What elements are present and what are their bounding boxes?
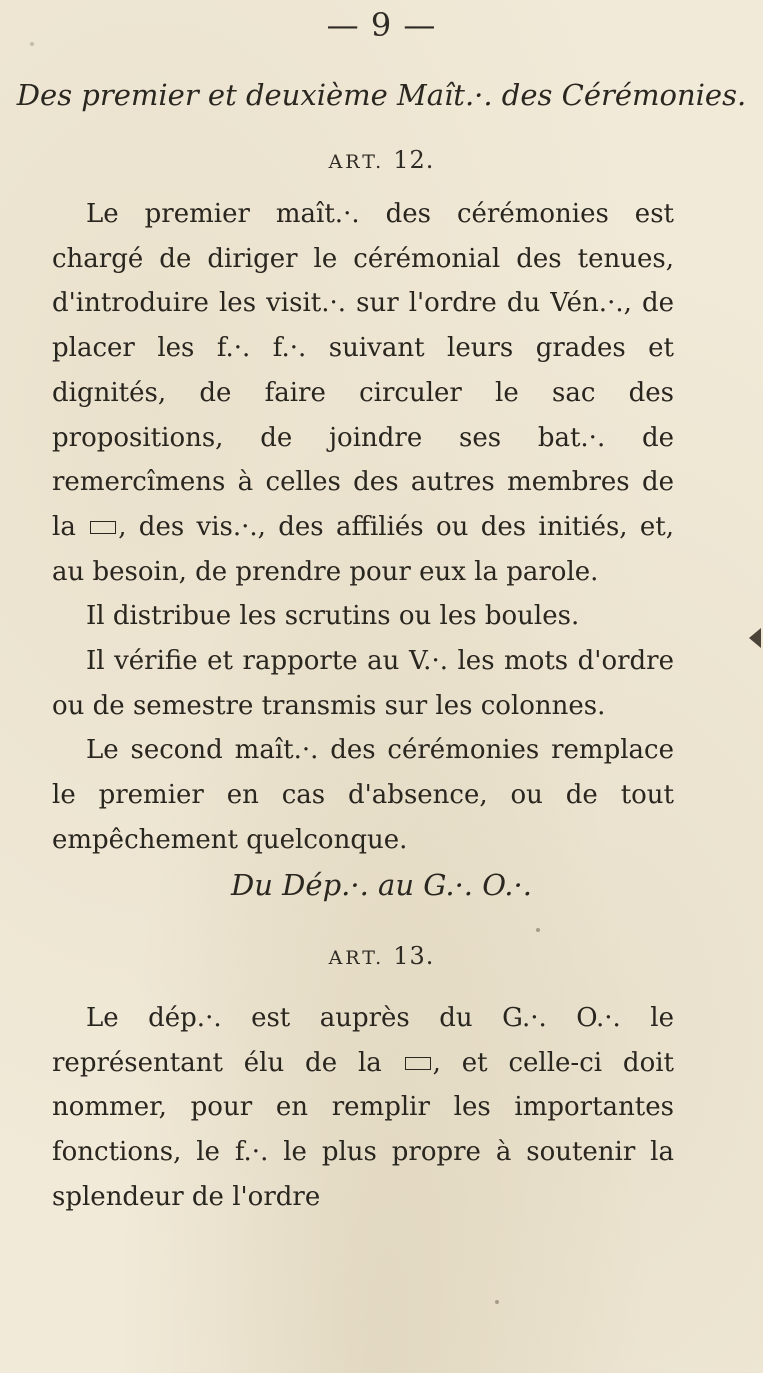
section-title-ceremonies: Des premier et deuxième Maît.·. des Cérémonies. [16, 78, 747, 112]
article-12-body [52, 192, 674, 863]
paragraph-text: , et celle-ci doit nommer, pour en remplir les importantes fonctions, le f.·. le plus propre à soutenir la splendeur de l'ordre [52, 1047, 674, 1212]
article-13-body [52, 996, 674, 1220]
page-number: — 9 — [326, 6, 437, 44]
article-number: 12. [393, 146, 435, 174]
paragraph-text: , des vis.·., des affiliés ou des initiés, et, au besoin, de prendre pour eux la parole. [52, 511, 675, 587]
article-12-paragraph-2: Il distribue les scrutins ou les boules. [86, 601, 580, 632]
paper-speck [30, 42, 34, 46]
section-title-deputy: Du Dép.·. au G.·. O.·. [231, 868, 532, 902]
article-12-paragraph-1 [52, 192, 674, 594]
article-label: ART. [328, 947, 385, 969]
margin-mark-icon [749, 628, 761, 648]
article-heading-12 [0, 146, 763, 174]
article-12-paragraph-3: Il vérifie et rapporte au V.·. les mots d'ordre ou de semestre transmis sur les colonnes. [52, 646, 674, 721]
article-heading-13 [0, 942, 763, 970]
article-label: ART. [328, 151, 385, 173]
paragraph-text: Le dép.·. est auprès du G.·. O.·. le représentant élu de la [52, 1003, 674, 1078]
paragraph-text: Le premier maît.·. des cérémonies est chargé de diriger le cérémonial des tenues, d'introduire les visit.·. sur l'ordre du Vén.·., de placer les f.·. f.·. suivant leurs grades et dignités, de faire circuler le sac des propositions, de joindre ses bat.·. de remercîmens à celles des autres membres de la [52, 199, 674, 542]
lodge-symbol-icon [405, 1057, 431, 1070]
article-13-paragraph-1 [52, 996, 674, 1220]
lodge-symbol-icon [90, 521, 116, 534]
paper-speck [536, 928, 540, 932]
paper-speck [495, 1300, 499, 1304]
article-12-paragraph-4: Le second maît.·. des cérémonies remplace le premier en cas d'absence, ou de tout empêchement quelconque. [52, 735, 674, 855]
article-number: 13. [393, 942, 435, 970]
